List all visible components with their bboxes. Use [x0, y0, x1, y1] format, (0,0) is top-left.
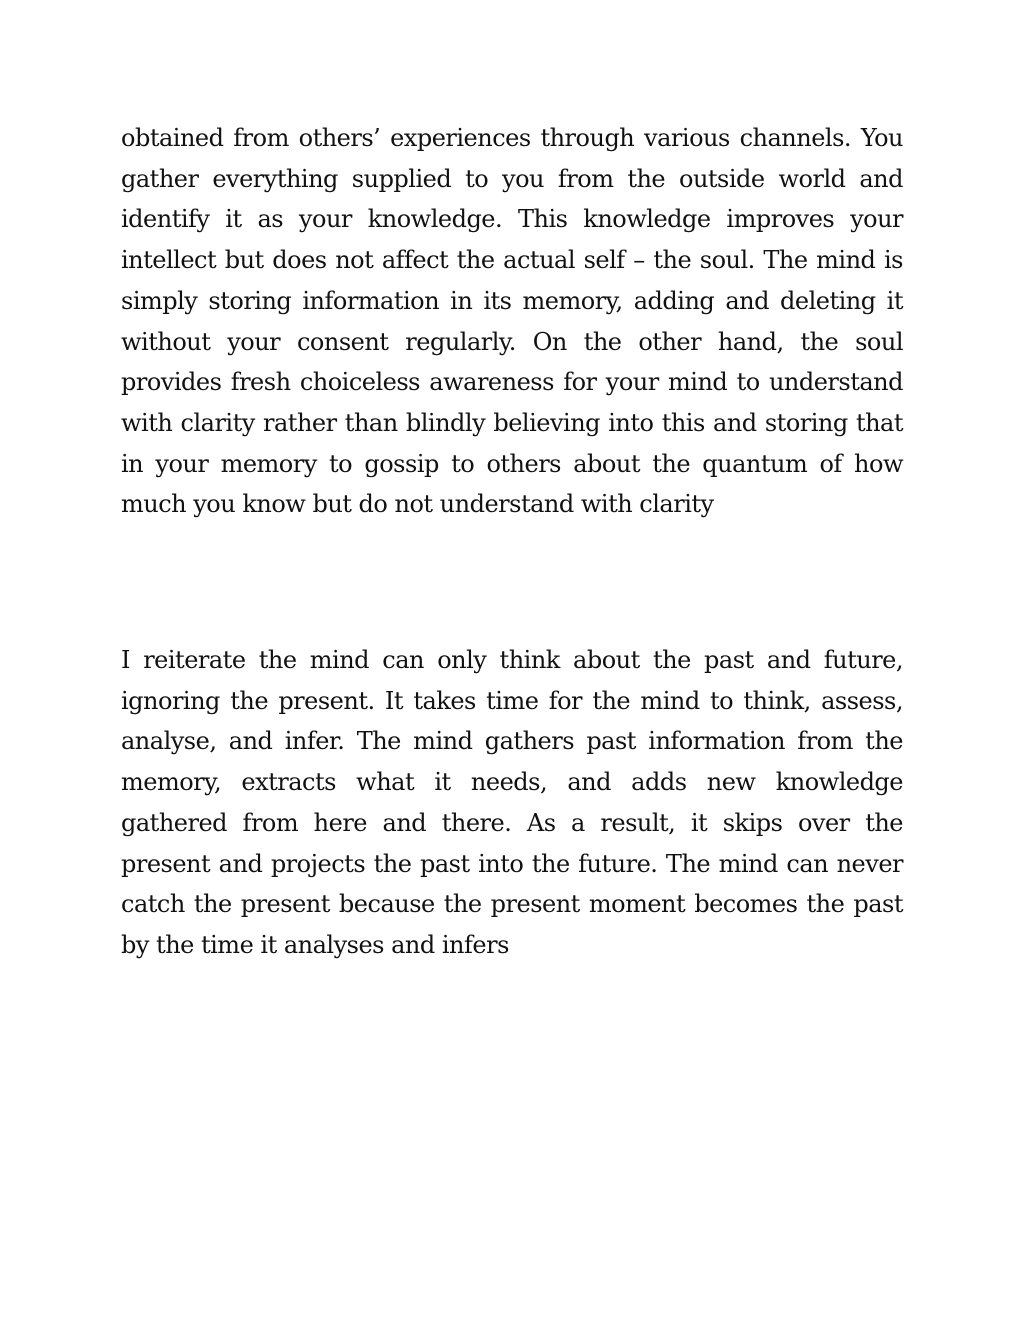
- paragraph-2-text: I reiterate the mind can only think about the past and future, ignoring the present. It takes time for the mind to think, assess, analyse, and infer. The mind gathers past information from the memory, extracts what it needs, and adds new knowledge gathered from here and there. As a result, it skips over the present and projects the past into the future. The mind can never catch the present because the present moment becomes the past by the time it analyses and infers: [121, 646, 903, 959]
- paragraph-1-text: obtained from others’ experiences through various channels. You gather everything supplied to you from the outside world and identify it as your knowledge. This knowledge improves your intellect but does not affect the actual self – the soul. The mind is simply storing information in its memory, adding and deleting it without your consent regularly. On the other hand, the soul provides fresh choiceless awareness for your mind to understand with clarity rather than blindly believing into this and storing that in your memory to gossip to others about the quantum of how much you know but do not understand with clarity: [121, 124, 903, 519]
- paragraph-1: [121, 118, 903, 525]
- paragraph-2: [121, 640, 903, 966]
